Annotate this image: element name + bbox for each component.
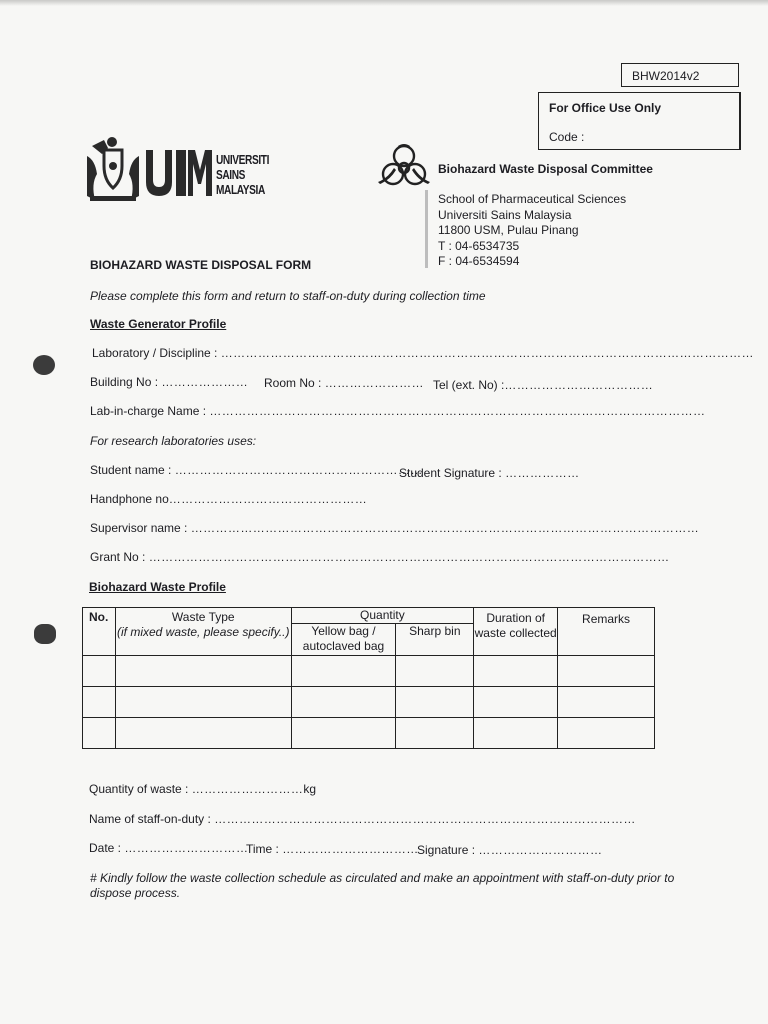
table-cell[interactable] [115, 687, 291, 718]
address-line: F : 04-6534594 [438, 254, 520, 268]
table-row[interactable] [83, 718, 655, 749]
quantity-field[interactable] [89, 782, 316, 796]
punch-hole-bottom [34, 624, 56, 644]
address-block [438, 192, 626, 270]
student-name-label: Student name : [90, 463, 172, 477]
room-label: Room No : [264, 376, 322, 390]
form-code-box [621, 63, 739, 87]
handphone-field[interactable] [90, 492, 367, 506]
tel-blank[interactable]: ……………………………… [504, 378, 654, 392]
address-line: T : 04-6534735 [438, 238, 520, 253]
schedule-note: # Kindly follow the waste collection schedule as circulated and make an appointment with staff-on-duty prior to dispose process. [90, 871, 675, 900]
lab-in-charge-blank[interactable]: ………………………………………………………………………………………………………… [209, 404, 706, 418]
form-code: BHW2014v2 [632, 69, 700, 83]
staff-blank[interactable]: ………………………………………………………………………………………… [214, 812, 636, 826]
time-field[interactable] [246, 842, 419, 856]
form-title: BIOHAZARD WASTE DISPOSAL FORM [90, 258, 312, 272]
room-field[interactable] [264, 376, 424, 390]
student-signature-label: Student Signature : [399, 466, 502, 480]
staff-label: Name of staff-on-duty : [89, 812, 211, 826]
table-cell[interactable] [83, 718, 116, 749]
building-blank[interactable]: ………………… [161, 375, 249, 389]
table-cell[interactable] [474, 687, 558, 718]
table-cell[interactable] [396, 718, 474, 749]
table-cell[interactable] [115, 656, 291, 687]
student-signature-blank[interactable]: ……………… [505, 466, 580, 480]
table-cell[interactable] [396, 687, 474, 718]
col-header-sharp-bin: Sharp bin [396, 624, 474, 656]
supervisor-field[interactable] [90, 521, 699, 535]
col-header-waste-type [115, 608, 291, 656]
office-use-title: For Office Use Only [549, 101, 662, 115]
table-cell[interactable] [83, 687, 116, 718]
usm-crest-logo [84, 136, 216, 208]
table-cell[interactable] [558, 687, 655, 718]
table-cell[interactable] [83, 656, 116, 687]
signature-label: Signature : [417, 843, 476, 857]
table-header-row [83, 608, 655, 624]
grant-field[interactable] [90, 550, 670, 564]
table-cell[interactable] [474, 718, 558, 749]
lab-in-charge-label: Lab-in-charge Name : [90, 404, 207, 418]
col-header-yellow-bag: Yellow bag / autoclaved bag [291, 624, 396, 656]
signature-field[interactable] [417, 843, 602, 857]
laboratory-field[interactable] [92, 346, 754, 360]
address-line: Universiti Sains Malaysia [438, 207, 572, 222]
student-signature-field[interactable] [399, 466, 580, 480]
building-label: Building No : [90, 375, 159, 389]
address-line: School of Pharmaceutical Sciences [438, 192, 627, 206]
signature-blank[interactable]: ………………………… [478, 843, 603, 857]
waste-type-label: Waste Type [171, 610, 235, 624]
table-cell[interactable] [291, 687, 396, 718]
time-label: Time : [246, 842, 279, 856]
page-edge-shadow [0, 0, 768, 6]
table-cell[interactable] [396, 656, 474, 687]
quantity-label: Quantity of waste : [89, 782, 189, 796]
table-row[interactable] [83, 687, 655, 718]
staff-field[interactable] [89, 812, 636, 826]
col-header-duration: Duration of waste collected [474, 608, 558, 656]
logo-line: MALAYSIA [216, 182, 265, 197]
table-cell[interactable] [474, 656, 558, 687]
committee-name: Biohazard Waste Disposal Committee [438, 162, 653, 176]
grant-label: Grant No : [90, 550, 146, 564]
laboratory-blank[interactable]: ………………………………………………………………………………………………………………… [220, 346, 754, 360]
date-label: Date : [89, 841, 122, 855]
building-field[interactable] [90, 375, 248, 389]
address-divider [425, 190, 428, 268]
grant-blank[interactable]: ……………………………………………………………………………………………………………… [148, 550, 670, 564]
date-blank[interactable]: ………………………… [124, 841, 249, 855]
col-header-remarks: Remarks [558, 608, 655, 656]
logo-line: SAINS [216, 167, 246, 182]
table-cell[interactable] [115, 718, 291, 749]
biohazard-icon [376, 142, 432, 192]
laboratory-label: Laboratory / Discipline : [92, 346, 218, 360]
waste-type-note: (if mixed waste, please specify..) [117, 625, 290, 639]
generator-section-title: Waste Generator Profile [90, 317, 227, 331]
handphone-blank[interactable]: ………………………………………… [168, 492, 368, 506]
time-blank[interactable]: …………………………… [282, 842, 419, 856]
tel-field[interactable] [433, 378, 653, 392]
table-cell[interactable] [558, 718, 655, 749]
col-header-quantity: Quantity [291, 608, 474, 624]
table-cell[interactable] [558, 656, 655, 687]
student-name-blank[interactable]: …………………………………………………… [174, 463, 423, 477]
quantity-blank[interactable]: ……………………… [191, 782, 304, 796]
office-use-box [538, 92, 741, 150]
supervisor-label: Supervisor name : [90, 521, 188, 535]
usm-logo-text [216, 152, 269, 197]
waste-profile-table [82, 607, 655, 749]
quantity-unit: kg [303, 782, 317, 796]
lab-in-charge-field[interactable] [90, 404, 705, 418]
table-row[interactable] [83, 656, 655, 687]
handphone-label: Handphone no [90, 492, 169, 506]
office-code-label: Code : [549, 130, 585, 144]
table-cell[interactable] [291, 656, 396, 687]
tel-label: Tel (ext. No) : [433, 378, 505, 392]
waste-profile-title: Biohazard Waste Profile [89, 580, 226, 594]
supervisor-blank[interactable]: …………………………………………………………………………………………………………… [190, 521, 700, 535]
research-note: For research laboratories uses: [90, 434, 257, 448]
punch-hole-top [33, 355, 55, 375]
date-field[interactable] [89, 841, 248, 855]
student-name-field[interactable] [90, 463, 423, 477]
logo-line: UNIVERSITI [216, 152, 270, 167]
room-blank[interactable]: …………………… [324, 376, 424, 390]
address-line: 11800 USM, Pulau Pinang [438, 223, 579, 237]
table-cell[interactable] [291, 718, 396, 749]
col-header-no: No. [83, 608, 116, 656]
form-instruction: Please complete this form and return to staff-on-duty during collection time [90, 289, 486, 303]
